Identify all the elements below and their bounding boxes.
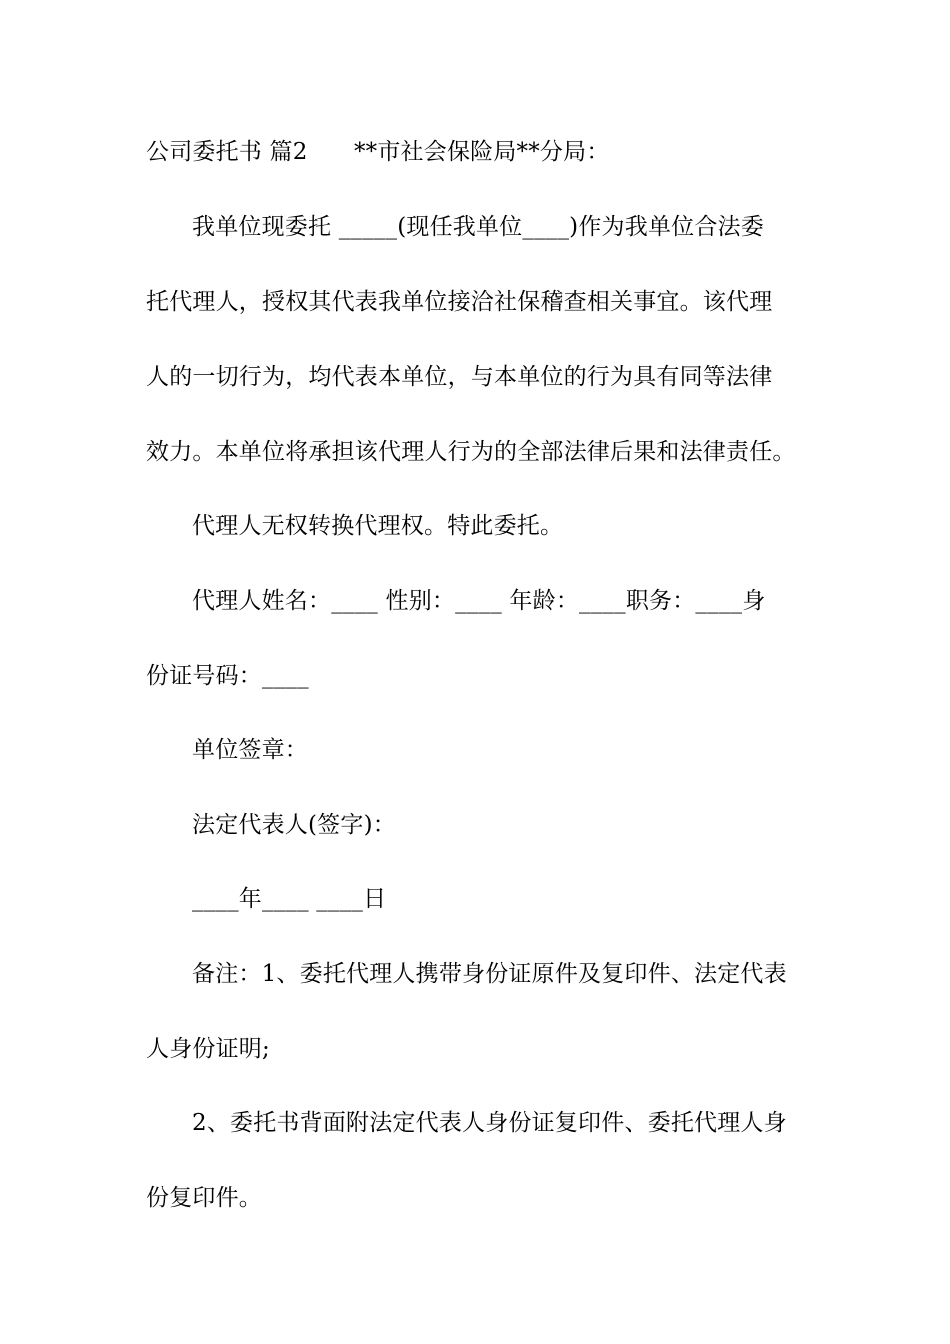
paragraph-line: 托代理人，授权其代表我单位接洽社保稽查相关事宜。该代理 bbox=[146, 289, 773, 315]
paragraph-line: 人的一切行为，均代表本单位，与本单位的行为具有同等法律 bbox=[146, 364, 773, 390]
paragraph-line: 代理人无权转换代理权。特此委托。 bbox=[192, 513, 564, 539]
note-line: 份复印件。 bbox=[146, 1185, 262, 1211]
agent-info-line: 份证号码：____ bbox=[146, 663, 309, 689]
paragraph-line: 效力。本单位将承担该代理人行为的全部法律后果和法律责任。 bbox=[146, 439, 796, 465]
date-line: ____年____ ____日 bbox=[192, 886, 387, 912]
agent-info-line: 代理人姓名：____ 性别：____ 年龄：____职务：____身 bbox=[192, 588, 766, 614]
note-line: 2、委托书背面附法定代表人身份证复印件、委托代理人身 bbox=[192, 1110, 787, 1136]
note-line: 人身份证明; bbox=[146, 1036, 270, 1062]
heading-line: 公司委托书 篇2 **市社会保险局**分局： bbox=[146, 139, 610, 165]
legal-rep-signature-line: 法定代表人(签字)： bbox=[192, 812, 396, 838]
note-line: 备注：1、委托代理人携带身份证原件及复印件、法定代表 bbox=[192, 961, 787, 987]
unit-seal-line: 单位签章： bbox=[192, 737, 308, 763]
paragraph-line: 我单位现委托 _____(现任我单位____)作为我单位合法委 bbox=[192, 214, 764, 240]
